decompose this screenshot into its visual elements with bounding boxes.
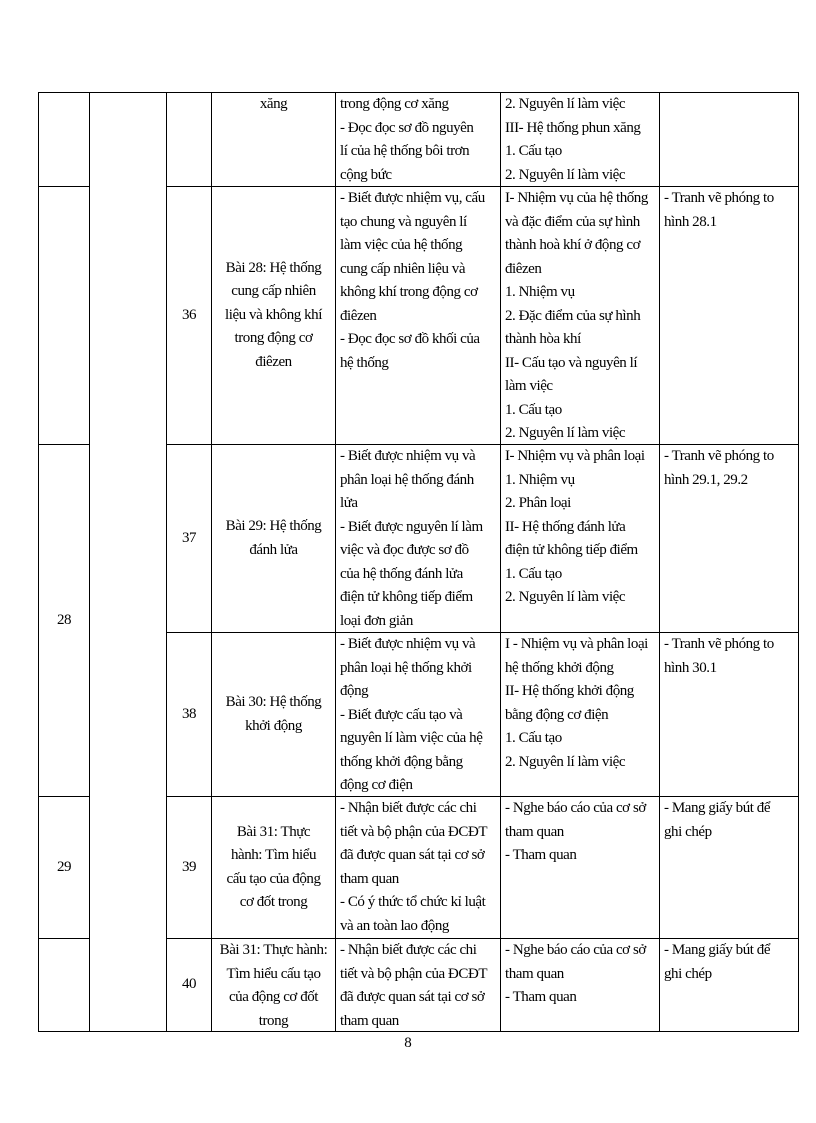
week-cell [39, 187, 90, 445]
text-line: Bài 31: Thực [236, 823, 311, 840]
text-line: xăng [259, 96, 288, 112]
text-line: - Biết được cấu tạo và [340, 706, 463, 723]
text-line: tạo chung và nguyên lí [340, 213, 467, 230]
lesson-materials [664, 939, 794, 1030]
text-line: 1. Nhiệm vụ [505, 284, 575, 300]
text-line: động [340, 683, 369, 699]
text-line: 1. Nhiệm vụ [505, 471, 575, 488]
text-line: làm việc [505, 378, 553, 394]
text-line: không khí trong động cơ [340, 284, 478, 300]
lesson-content [505, 445, 655, 631]
week-cell [39, 939, 90, 1032]
text-line: I - Nhiệm vụ và phân loại [505, 636, 648, 652]
text-line: tham quan [340, 1012, 399, 1029]
text-line: hình 28.1 [664, 213, 717, 230]
text-line: khởi động [245, 717, 302, 734]
text-line: tiết và bộ phận của ĐCĐT [340, 965, 488, 982]
text-line: cơ đốt trong [239, 894, 308, 910]
text-line: điêzen [340, 307, 377, 324]
text-line: 1. Cấu tạo [505, 143, 562, 159]
lesson-materials [664, 93, 794, 185]
text-line: tham quan [340, 870, 399, 887]
lesson-goals [340, 445, 496, 631]
text-line: trong [258, 1012, 289, 1029]
text-line: - Đọc đọc sơ đồ khối của [340, 331, 480, 347]
text-line: tham quan [505, 823, 564, 840]
lesson-number: 40 [167, 939, 212, 1032]
text-line: - Biết được nguyên lí làm [340, 518, 483, 535]
text-line: - Nhận biết được các chi [340, 800, 477, 816]
text-line: lí của hệ thống bôi trơn [340, 143, 470, 159]
text-line: - Tranh vẽ phóng to [664, 448, 774, 464]
text-line: cộng bức [340, 166, 392, 183]
text-line: hệ thống khởi động [505, 659, 614, 676]
text-line: cung cấp nhiên [231, 283, 316, 300]
text-line: - Mang giấy bút để [664, 942, 771, 958]
lesson-goals [340, 797, 496, 937]
lesson-content [505, 93, 655, 185]
text-line: liệu và không khí [225, 306, 322, 323]
text-line: đã được quan sát tại cơ sở [340, 847, 485, 863]
text-line: - Tranh vẽ phóng to [664, 636, 774, 652]
text-line: đánh lửa [249, 541, 298, 558]
page-number: 8 [404, 1035, 412, 1051]
text-line: làm việc của hệ thống [340, 237, 463, 253]
text-line: điêzen [505, 260, 542, 277]
lesson-title [216, 939, 331, 1030]
lesson-materials [664, 445, 794, 631]
lesson-materials [664, 633, 794, 795]
text-line: và đặc điểm của sự hình [505, 213, 640, 230]
lesson-title [216, 691, 331, 738]
text-line: thống khởi động bằng [340, 753, 463, 770]
text-line: Bài 29: Hệ thống [225, 518, 322, 534]
lesson-plan-table [38, 92, 799, 1032]
text-line: 2. Đặc điểm của sự hình [505, 307, 641, 324]
text-line: nguyên lí làm việc của hệ [340, 730, 483, 746]
lesson-materials [664, 797, 794, 937]
text-line: trong động cơ xăng [340, 96, 449, 112]
text-line: của hệ thống đánh lửa [340, 565, 463, 582]
lesson-title [216, 515, 331, 562]
text-line: - Tham quan [505, 989, 577, 1005]
text-line: loại đơn giản [340, 612, 413, 629]
text-line: - Nghe báo cáo của cơ sở [505, 800, 646, 816]
text-line: đã được quan sát tại cơ sở [340, 989, 485, 1005]
text-line: - Nghe báo cáo của cơ sở [505, 942, 646, 958]
lesson-goals [340, 93, 496, 185]
text-line: - Biết được nhiệm vụ, cấu [340, 190, 485, 206]
lesson-title [216, 821, 331, 915]
text-line: động cơ điện [340, 777, 413, 793]
lesson-number: 39 [167, 797, 212, 939]
text-line: việc và đọc được sơ đồ [340, 542, 469, 558]
text-line: Bài 30: Hệ thống [225, 694, 322, 710]
text-line: Tìm hiểu cấu tạo [226, 965, 321, 982]
text-line: - Có ý thức tổ chức kỉ luật [340, 894, 486, 910]
week-cell [39, 93, 90, 187]
text-line: 2. Nguyên lí làm việc [505, 589, 626, 605]
lesson-number: 36 [167, 187, 212, 445]
text-line: ghi chép [664, 965, 712, 982]
text-line: điêzen [255, 353, 292, 370]
text-line: phân loại hệ thống khởi [340, 659, 472, 676]
lesson-content [505, 633, 655, 795]
text-line: 1. Cấu tạo [505, 565, 562, 582]
text-line: hệ thống [340, 354, 389, 371]
text-line: tham quan [505, 965, 564, 982]
text-line: - Biết được nhiệm vụ và [340, 448, 476, 464]
text-line: cấu tạo của động [226, 870, 321, 887]
lesson-goals [340, 633, 496, 795]
text-line: Bài 31: Thực hành: [219, 942, 328, 958]
text-line: II- Hệ thống đánh lửa [505, 518, 626, 535]
text-line: trong động cơ [234, 330, 313, 347]
text-line: phân loại hệ thống đánh [340, 471, 474, 488]
lesson-number: 38 [167, 633, 212, 797]
week-number: 28 [39, 445, 90, 797]
text-line: II- Cấu tạo và nguyên lí [505, 354, 638, 371]
text-line: III- Hệ thống phun xăng [505, 119, 641, 136]
lesson-goals [340, 939, 496, 1030]
text-line: - Tranh vẽ phóng to [664, 190, 774, 206]
lesson-number: 37 [167, 445, 212, 633]
lesson-title [216, 93, 331, 185]
text-line: lửa [340, 495, 358, 511]
week-number: 29 [39, 797, 90, 939]
lesson-content [505, 187, 655, 443]
lesson-content [505, 797, 655, 937]
lesson-number [167, 93, 212, 187]
text-line: tiết và bộ phận của ĐCĐT [340, 823, 488, 840]
text-line: 2. Nguyên lí làm việc [505, 96, 626, 112]
text-line: thành hoà khí ở động cơ [505, 237, 641, 253]
period-cell [90, 93, 167, 1032]
table-row [39, 93, 799, 187]
text-line: - Đọc đọc sơ đồ nguyên [340, 119, 474, 136]
text-line: cung cấp nhiên liệu và [340, 260, 466, 277]
text-line: thành hòa khí [505, 331, 581, 347]
text-line: - Tham quan [505, 847, 577, 863]
text-line: I- Nhiệm vụ và phân loại [505, 448, 645, 464]
text-line: Bài 28: Hệ thống [225, 259, 322, 276]
text-line: - Biết được nhiệm vụ và [340, 636, 476, 652]
text-line: - Nhận biết được các chi [340, 942, 477, 958]
text-line: 2. Nguyên lí làm việc [505, 425, 626, 441]
text-line: 1. Cấu tạo [505, 730, 562, 746]
text-line: hành: Tìm hiểu [230, 847, 317, 863]
text-line: bằng động cơ điện [505, 706, 609, 723]
text-line: hình 30.1 [664, 659, 717, 676]
text-line: I- Nhiệm vụ của hệ thống [505, 190, 648, 206]
text-line: ghi chép [664, 823, 712, 840]
text-line: điện tử không tiếp điểm [340, 589, 473, 605]
text-line: 2. Nguyên lí làm việc [505, 753, 626, 770]
lesson-materials [664, 187, 794, 443]
lesson-goals [340, 187, 496, 443]
text-line: 2. Phân loại [505, 495, 571, 511]
text-line: 1. Cấu tạo [505, 401, 562, 418]
text-line: hình 29.1, 29.2 [664, 471, 748, 488]
lesson-title [216, 257, 331, 375]
lesson-content [505, 939, 655, 1030]
text-line: II- Hệ thống khởi động [505, 683, 634, 699]
text-line: - Mang giấy bút để [664, 800, 771, 816]
text-line: của động cơ đốt [228, 989, 319, 1005]
text-line: 2. Nguyên lí làm việc [505, 166, 626, 183]
text-line: điện tử không tiếp điểm [505, 542, 638, 558]
text-line: và an toàn lao động [340, 917, 449, 934]
